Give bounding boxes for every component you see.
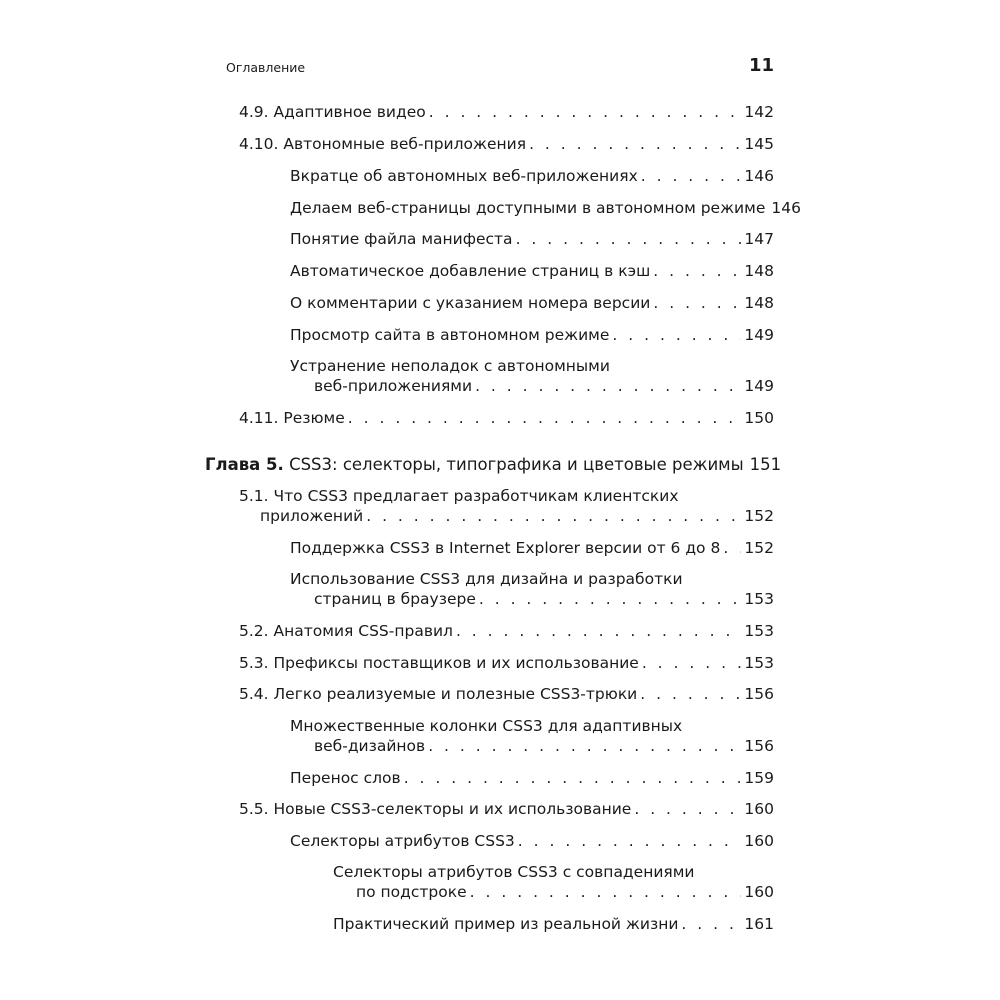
toc-entry-title: 5.5. Новые CSS3-селекторы и их использование xyxy=(239,800,632,818)
toc-entry xyxy=(290,262,774,280)
toc-entry xyxy=(239,654,774,672)
toc-entry-title: приложений xyxy=(260,507,364,525)
toc-entry-page: 153 xyxy=(744,590,774,608)
toc-entry xyxy=(290,294,774,312)
toc-entry-page: 160 xyxy=(744,832,774,850)
toc-entry-title: 5.3. Префиксы поставщиков и их использование xyxy=(239,654,639,672)
toc-entry-page: 149 xyxy=(744,326,774,344)
toc-entry-page: 148 xyxy=(744,294,774,312)
toc-entry xyxy=(239,685,774,703)
toc-entry xyxy=(333,915,774,933)
toc-entry-title: 4.11. Резюме xyxy=(239,409,345,427)
toc-entry xyxy=(356,883,774,901)
toc-entry-page: 146 xyxy=(744,167,774,185)
toc-entry-title: 4.10. Автономные веб-приложения xyxy=(239,135,527,153)
toc-entry-page: 142 xyxy=(744,103,774,121)
toc-entry xyxy=(290,230,774,248)
toc-entry-title: 5.2. Анатомия CSS-правил xyxy=(239,622,453,640)
toc-entry-first-line: Селекторы атрибутов CSS3 с совпадениями xyxy=(333,863,695,881)
chapter-label: Глава 5. xyxy=(205,455,284,474)
toc-entry-title: 5.4. Легко реализуемые и полезные CSS3-трюки xyxy=(239,685,638,703)
toc-entry-title: веб-дизайнов xyxy=(314,737,426,755)
toc-entry xyxy=(314,590,774,608)
toc-entry-first-line: Использование CSS3 для дизайна и разработки xyxy=(290,570,683,588)
toc-entry xyxy=(290,199,801,217)
toc-entry-page: 150 xyxy=(744,409,774,427)
toc-entry-title: Просмотр сайта в автономном режиме xyxy=(290,326,610,344)
toc-entry xyxy=(314,737,774,755)
toc-entry-page: 160 xyxy=(744,800,774,818)
toc-entry-page: 156 xyxy=(744,737,774,755)
toc-entry-page: 159 xyxy=(744,769,774,787)
toc-entry-first-line: Устранение неполадок с автономными xyxy=(290,357,610,375)
toc-entry-title: Селекторы атрибутов CSS3 xyxy=(290,832,515,850)
toc-entry-page: 152 xyxy=(744,507,774,525)
toc-entry-page: 148 xyxy=(744,262,774,280)
toc-entry xyxy=(290,326,774,344)
page-number: 11 xyxy=(748,55,774,76)
toc-entry xyxy=(239,409,774,427)
toc-entry xyxy=(239,622,774,640)
toc-entry-title: CSS3: селекторы, типографика и цветовые режимы xyxy=(289,455,744,474)
toc-entry-title: страниц в браузере xyxy=(314,590,476,608)
toc-entry xyxy=(290,769,774,787)
toc-entry xyxy=(290,832,774,850)
toc-entry-first-line: 5.1. Что CSS3 предлагает разработчикам клиентских xyxy=(239,487,679,505)
toc-entry xyxy=(314,377,774,395)
toc-entry-page: 146 xyxy=(771,199,801,217)
toc-entry xyxy=(239,800,774,818)
toc-entry-title: Понятие файла манифеста xyxy=(290,230,513,248)
toc-entry-title: Практический пример из реальной жизни xyxy=(333,915,679,933)
toc-entry-title: Поддержка CSS3 в Internet Explorer версии от 6 до 8 xyxy=(290,539,721,557)
toc-entry-page: 149 xyxy=(744,377,774,395)
toc-entry xyxy=(290,539,774,557)
toc-entry xyxy=(290,167,774,185)
toc-entry-page: 156 xyxy=(744,685,774,703)
toc-entry-page: 153 xyxy=(744,622,774,640)
toc-entry-page: 160 xyxy=(744,883,774,901)
toc-entry-page: 153 xyxy=(744,654,774,672)
toc-entry-title: по подстроке xyxy=(356,883,467,901)
toc-entry-title: О комментарии с указанием номера версии xyxy=(290,294,651,312)
toc-entry-title: веб-приложениями xyxy=(314,377,473,395)
toc-entry-title: Перенос слов xyxy=(290,769,401,787)
toc-entry-title: 4.9. Адаптивное видео xyxy=(239,103,426,121)
toc-entry xyxy=(260,507,774,525)
running-header-title: Оглавление xyxy=(226,60,306,75)
toc-entry-page: 152 xyxy=(744,539,774,557)
toc-entry-page: 145 xyxy=(744,135,774,153)
toc-entry xyxy=(239,135,774,153)
toc-entry xyxy=(239,103,774,121)
toc-entry-title: Автоматическое добавление страниц в кэш xyxy=(290,262,651,280)
toc-entry-page: 147 xyxy=(744,230,774,248)
toc-entry-page: 151 xyxy=(749,455,782,474)
toc-entry-first-line: Множественные колонки CSS3 для адаптивных xyxy=(290,717,683,735)
toc-entry-title: Вкратце об автономных веб-приложениях xyxy=(290,167,638,185)
toc-entry-title: Делаем веб-страницы доступными в автономном режиме xyxy=(290,199,766,217)
toc-chapter-entry xyxy=(205,455,782,474)
toc-entry-page: 161 xyxy=(744,915,774,933)
